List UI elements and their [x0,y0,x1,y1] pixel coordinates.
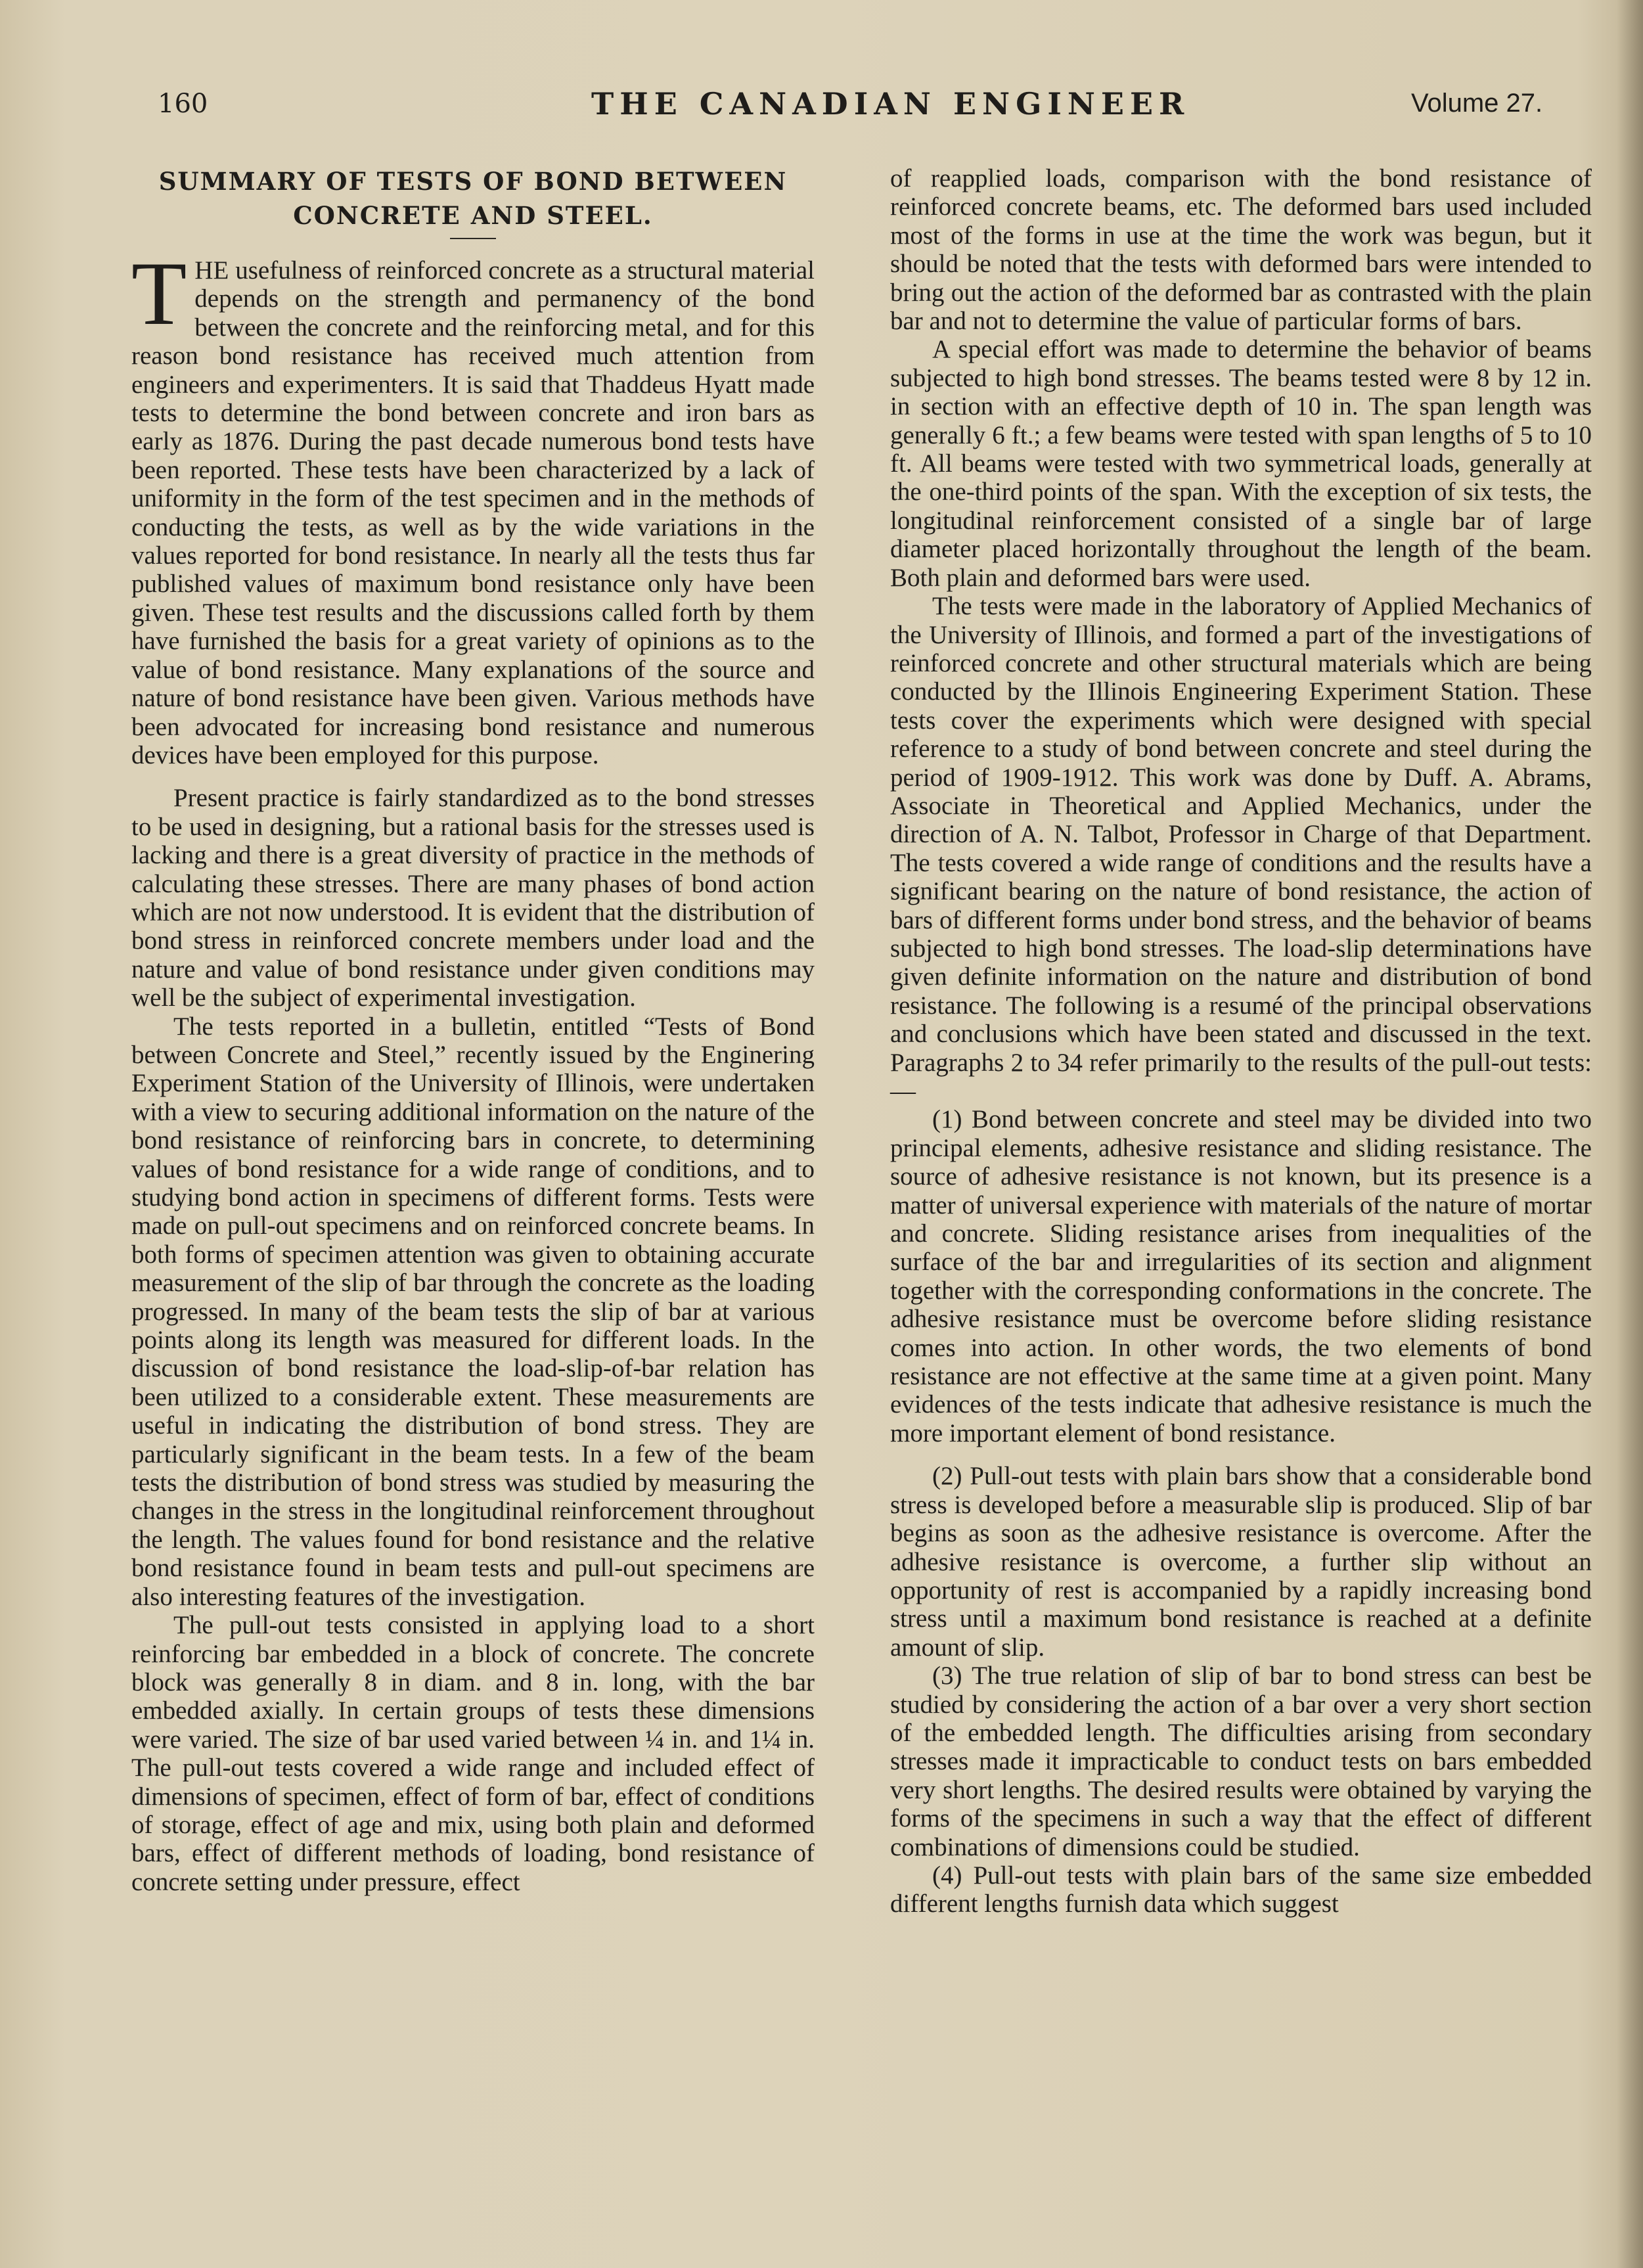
article-title-line-2: CONCRETE AND STEEL. [293,201,653,230]
running-header [0,86,1643,128]
drop-cap: T [131,243,187,344]
paragraph-6: A special effort was made to determine the behavior of beams subjected to high bond stresses. The beams tested were 8 by 12 in. in section with an effective depth of 10 in. The span length was generally 6 ft.; a few beams were tested with span lengths of 5 to 10 ft. All beams were tested with two symmetrical loads, generally at the one-third points of the span. With the exception of six tests, the longitudinal reinforcement consisted of a single bar of large diameter placed horizontally throughout the length of the beam. Both plain and deformed bars were used. [890,335,1592,592]
paragraph-1-text: HE usefulness of reinforced concrete as a structural material depends on the strength and permanency of the bond between the concrete and the reinforcing metal, and for this reason bond resistance has received much attention from engineers and experimenters. It is said that Thaddeus Hyatt made tests to determine the bond between concrete and iron bars as early as 1876. During the past decade numerous bond tests have been reported. These tests have been characterized by a lack of uniformity in the form of the test specimen and in the methods of conducting the tests, as well as by the wide variations in the values reported for bond resistance. In nearly all the tests thus far published values of maximum bond resistance only have been given. These test results and the discussions called forth by them have furnished the basis for a great variety of opinions as to the value of bond resistance. Many explanations of the source and nature of bond resistance have been given. Various methods have been advocated for increasing bond resistance and numerous devices have been employed for this purpose. [131,256,815,769]
paragraph-1 [131,243,815,769]
journal-title: THE CANADIAN ENGINEER [591,86,1190,122]
paragraph-7: The tests were made in the laboratory of Applied Mechanics of the University of Illinois, and formed a part of the investigations of reinforced concrete and other structural materials which are being conducted by the Illinois Engineering Experiment Station. These tests cover the experiments which were designed with special reference to a study of bond between concrete and steel during the period of 1909-1912. This work was done by Duff. A. Abrams, Associate in Theoretical and Applied Mechanics, under the direction of A. N. Talbot, Professor in Charge of that Department. The tests covered a wide range of conditions and the results have a significant bearing on the nature of bond resistance, the action of bars of different forms under bond stress, and the behavior of beams subjected to high bond stresses. The load-slip determinations have given definite information on the nature and distribution of bond resistance. The following is a resumé of the principal observations and conclusions which have been stated and discussed in the text. Paragraphs 2 to 34 refer primarily to the results of the pull-out tests:— [890,592,1592,1105]
right-column [890,164,1592,1918]
volume-label: Volume 27. [1411,89,1543,118]
paragraph-11: (4) Pull-out tests with plain bars of the same size embedded different lengths furnish data which suggest [890,1861,1592,1918]
article-title [131,164,815,233]
paragraph-5: of reapplied loads, comparison with the bond resistance of reinforced concrete beams, etc. The deformed bars used included most of the forms in use at the time the work was begun, but it should be noted that the tests with deformed bars were intended to bring out the action of the deformed bar as contrasted with the plain bar and not to determine the value of particular forms of bars. [890,164,1592,336]
paragraph-2: Present practice is fairly standardized as to the bond stresses to be used in designing, but a rational basis for the stresses used is lacking and there is a great diversity of practice in the methods of calculating these stresses. There are many phases of bond action which are not now understood. It is evident that the distribution of bond stress in reinforced concrete members under load and the nature and value of bond resistance under given conditions may well be the subject of experimental investigation. [131,784,815,1012]
title-rule [450,238,496,239]
paragraph-10: (3) The true relation of slip of bar to bond stress can best be studied by considering the action of a bar over a very short section of the embedded length. The difficulties arising from secondary stresses made it impracticable to conduct tests on bars embedded very short lengths. The desired results were obtained by varying the forms of the specimens in such a way that the effect of different combinations of dimensions could be studied. [890,1662,1592,1861]
paragraph-3: The tests reported in a bulletin, entitled “Tests of Bond between Concrete and Steel,” recently issued by the Enginering Experiment Station of the University of Illinois, were undertaken with a view to securing additional information on the nature of the bond resistance of reinforcing bars in concrete, to determining values of bond resistance for a wide range of conditions, and to studying bond action in specimens of different forms. Tests were made on pull-out specimens and on reinforced concrete beams. In both forms of specimen attention was given to obtaining accurate measurement of the slip of bar through the concrete as the loading progressed. In many of the beam tests the slip of bar at various points along its length was measured for different loads. In the discussion of bond resistance the load-slip-of-bar relation has been utilized to a considerable extent. These measurements are useful in indicating the distribution of bond stress. They are particularly significant in the beam tests. In a few of the beam tests the distribution of bond stress was studied by measuring the changes in the stress in the longitudinal reinforcement throughout the length. The values found for bond resistance and the relative bond resistance found in beam tests and pull-out specimens are also interesting features of the investigation. [131,1012,815,1611]
paragraph-9: (2) Pull-out tests with plain bars show that a considerable bond stress is developed before a measurable slip is produced. Slip of bar begins as soon as the adhesive resistance is overcome. After the adhesive resistance is overcome, a further slip without an opportunity of rest is accompanied by a rapidly increasing bond stress until a maximum bond resistance is reached at a definite amount of slip. [890,1462,1592,1662]
page-spine-shadow [1617,0,1643,2268]
left-column [131,164,815,1896]
paragraph-8: (1) Bond between concrete and steel may be divided into two principal elements, adhesive resistance and sliding resistance. The source of adhesive resistance is not known, but its presence is a matter of universal experience with materials of the nature of mortar and concrete. Sliding resistance arises from inequalities of the surface of the bar and irregularities of its section and alignment together with the corresponding conformations in the concrete. The adhesive resistance must be overcome before sliding resistance comes into action. In other words, the two elements of bond resistance are not effective at the same time at a given point. Many evidences of the tests indicate that adhesive resistance is much the more important element of bond resistance. [890,1105,1592,1447]
article-title-line-1: SUMMARY OF TESTS OF BOND BETWEEN [158,167,788,196]
page-number: 160 [158,89,208,119]
paragraph-4: The pull-out tests consisted in applying load to a short reinforcing bar embedded in a block of concrete. The concrete block was generally 8 in diam. and 8 in. long, with the bar embedded axially. In certain groups of tests these dimensions were varied. The size of bar used varied between ¼ in. and 1¼ in. The pull-out tests covered a wide range and included effect of dimensions of specimen, effect of form of bar, effect of conditions of storage, effect of age and mix, using both plain and deformed bars, effect of different methods of loading, bond resistance of concrete setting under pressure, effect [131,1611,815,1896]
